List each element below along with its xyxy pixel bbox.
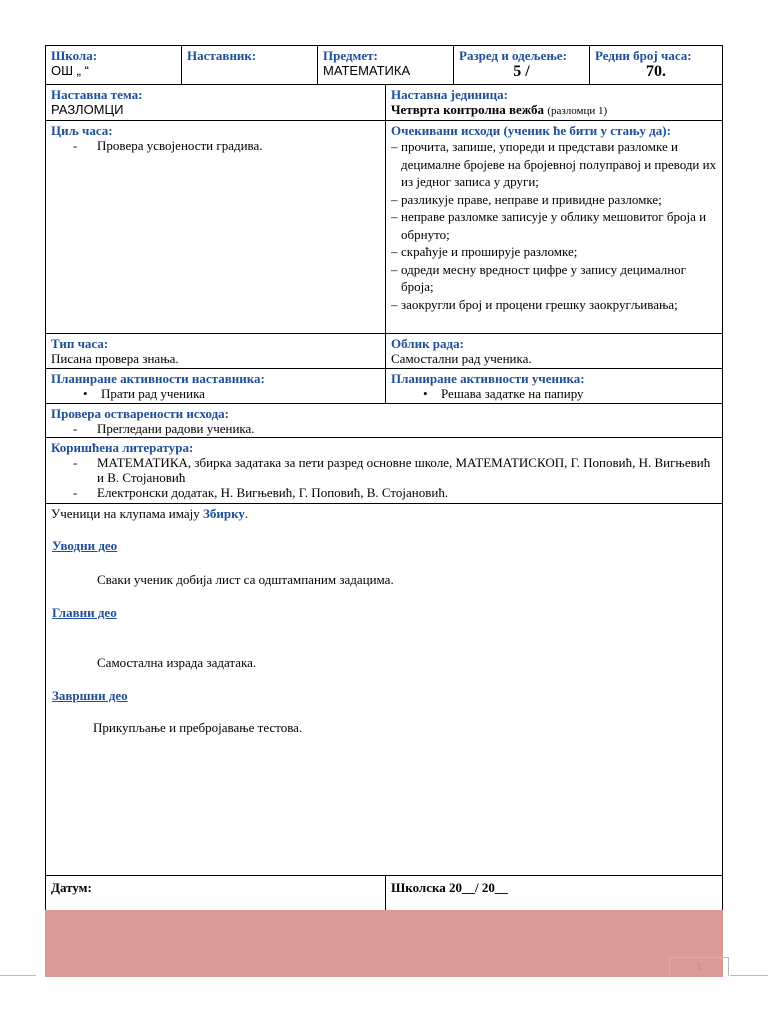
teacher-activities-cell bbox=[46, 369, 385, 403]
section-main-text: Самостална израда задатака. bbox=[97, 655, 257, 670]
page-number-box bbox=[669, 957, 729, 976]
unit-value: Четврта контролна вежба bbox=[391, 102, 545, 117]
teacher-activity-item: • Прати рад ученика bbox=[83, 386, 380, 401]
subject-label: Предмет: bbox=[323, 48, 378, 63]
unit-note: (разломци 1) bbox=[547, 105, 608, 117]
date-label: Датум: bbox=[51, 880, 92, 895]
page-corner-left bbox=[0, 975, 36, 976]
outcome-item: – заокругли број и процени грешку заокругљивања; bbox=[391, 296, 717, 314]
outcome-item: – прочита, запише, упореди и представи разломке и децималне бројеве на бројевној полуправој и преводи их из једног записа у други; bbox=[391, 138, 717, 191]
topic-label: Наставна тема: bbox=[51, 87, 143, 102]
teacher-activities-label: Планиране активности наставника: bbox=[51, 371, 265, 386]
grade-cell bbox=[454, 46, 589, 84]
date-cell bbox=[46, 876, 385, 910]
subject-value: МАТЕМАТИКА bbox=[323, 63, 411, 78]
lesson-number-value: 70. bbox=[646, 63, 666, 80]
school-value: ОШ „ “ bbox=[51, 63, 89, 78]
intro-suffix: . bbox=[244, 506, 249, 521]
topic-value: РАЗЛОМЦИ bbox=[51, 102, 124, 117]
literature-label: Коришћена литература: bbox=[51, 440, 194, 455]
grade-value: 5 / bbox=[513, 63, 530, 80]
teacher-label: Наставник: bbox=[187, 48, 257, 63]
subject-cell bbox=[318, 46, 453, 84]
footer-band bbox=[45, 910, 723, 977]
section-intro-text: Сваки ученик добија лист са одштампаним задацима. bbox=[97, 572, 394, 587]
page-number: 1 bbox=[696, 962, 702, 973]
outcome-item: – одреди месну вредност цифре у запису децималног броја; bbox=[391, 261, 717, 296]
lesson-body bbox=[46, 504, 722, 875]
lesson-type-label: Тип часа: bbox=[51, 336, 109, 351]
school-label: Школа: bbox=[51, 48, 98, 63]
outcome-item: – неправе разломке записује у облику мешовитог броја и обрнуто; bbox=[391, 208, 717, 243]
work-form-cell bbox=[386, 334, 722, 368]
literature-item: - МАТЕМАТИКА, збирка задатака за пети разред основне школе, МАТЕМАТИСКОП, Г. Поповић, Н. Вигњевић и В. Стојановић bbox=[73, 455, 717, 485]
goal-label: Циљ часа: bbox=[51, 123, 113, 138]
unit-cell bbox=[386, 85, 722, 120]
grade-label: Разред и одељење: bbox=[459, 48, 567, 63]
school-year-label: Школска 20__/ 20__ bbox=[391, 880, 508, 895]
section-final-text: Прикупљање и пребројавање тестова. bbox=[93, 720, 303, 735]
verification-cell bbox=[46, 404, 722, 437]
school-cell bbox=[46, 46, 181, 84]
outcome-item: – скраћује и проширује разломке; bbox=[391, 243, 717, 261]
student-activities-label: Планиране активности ученика: bbox=[391, 371, 585, 386]
section-final-title: Завршни део bbox=[52, 688, 128, 703]
verification-label: Провера остварености исхода: bbox=[51, 406, 229, 421]
student-activities-cell bbox=[386, 369, 722, 403]
lesson-type-cell bbox=[46, 334, 385, 368]
section-intro-title: Уводни део bbox=[52, 538, 118, 553]
lesson-number-label: Редни број часа: bbox=[595, 48, 692, 63]
school-year-cell bbox=[386, 876, 722, 910]
topic-cell bbox=[46, 85, 385, 120]
outcomes-cell bbox=[386, 121, 722, 333]
literature-item: - Електронски додатак, Н. Вигњевић, Г. Поповић, В. Стојановић. bbox=[73, 485, 717, 500]
student-activity-item: • Решава задатке на папиру bbox=[423, 386, 717, 401]
intro-text: Ученици на клупама имају bbox=[51, 506, 203, 521]
outcome-item: – разликује праве, неправе и привидне разломке; bbox=[391, 191, 717, 209]
lesson-number-cell bbox=[590, 46, 722, 84]
teacher-cell bbox=[182, 46, 317, 84]
literature-cell bbox=[46, 438, 722, 503]
outcomes-label: Очекивани исходи (ученик ће бити у стању да): bbox=[391, 123, 671, 138]
goal-cell bbox=[46, 121, 385, 333]
lesson-type-value: Писана провера знања. bbox=[51, 351, 179, 366]
goal-item: - Провера усвојености градива. bbox=[73, 138, 380, 153]
verification-item: - Прегледани радови ученика. bbox=[73, 421, 717, 436]
work-form-label: Облик рада: bbox=[391, 336, 464, 351]
work-form-value: Самостални рад ученика. bbox=[391, 351, 532, 366]
intro-link[interactable]: Збирку bbox=[202, 506, 245, 521]
section-main-title: Главни део bbox=[52, 605, 117, 620]
unit-label: Наставна јединица: bbox=[391, 87, 508, 102]
page-corner-right-line bbox=[730, 975, 768, 976]
